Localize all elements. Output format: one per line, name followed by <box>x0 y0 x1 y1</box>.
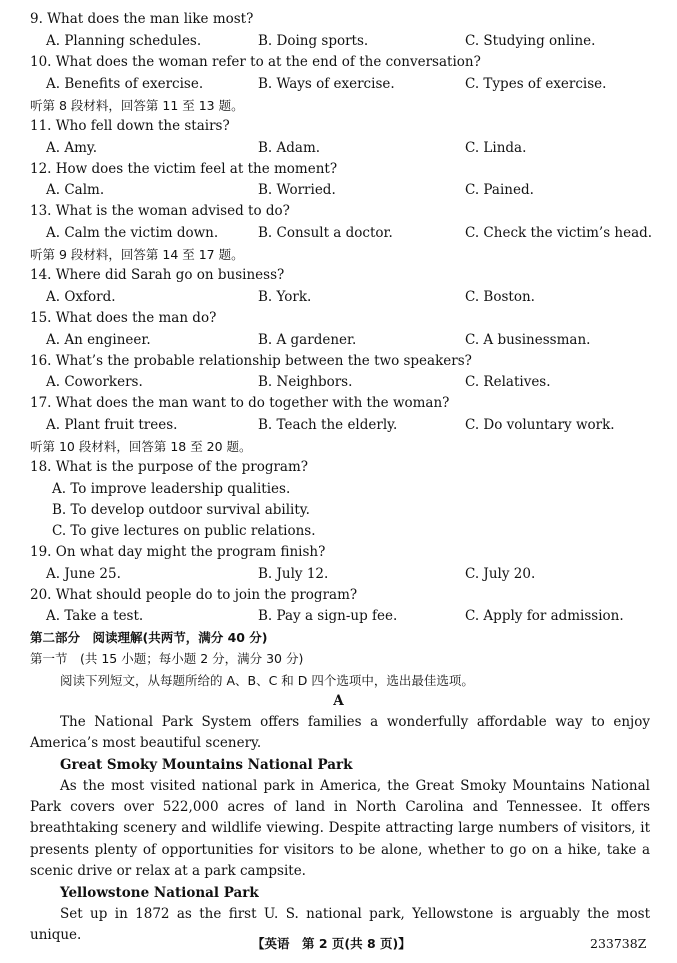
options-15 <box>46 330 656 351</box>
question-16: 16. What’s the probable relationship between the two speakers? <box>30 353 472 369</box>
instructions: 阅读下列短文，从每题所给的 A、B、C 和 D 四个选项中，选出最佳选项。 <box>60 673 474 688</box>
option-c: C. Relatives. <box>465 374 551 390</box>
option-b: B. To develop outdoor survival ability. <box>52 502 310 518</box>
options-16 <box>46 372 656 393</box>
option-a: A. Take a test. <box>46 608 144 624</box>
option-b: B. Consult a doctor. <box>258 225 393 241</box>
option-c: C. Linda. <box>465 140 527 156</box>
option-c: C. Pained. <box>465 182 534 198</box>
question-19: 19. On what day might the program finish? <box>30 544 326 560</box>
question-9: 9. What does the man like most? <box>30 11 254 27</box>
options-12 <box>46 180 656 201</box>
part-2-title: 第二部分 阅读理解(共两节，满分 40 分) <box>30 630 268 645</box>
park-1-text: As the most visited national park in America, the Great Smoky Mountains National Park covers over 522,000 acres of land in North Carolina and Tennessee. It offers breathtaking scenery and wildlife viewing. Despite attracting large numbers of visitors, it presents plenty of opportunities for visitors to be alone, whether to go on a hike, take a scenic drive or relax at a park campsite. <box>30 778 650 879</box>
option-c: C. Do voluntary work. <box>465 417 615 433</box>
option-c: C. Types of exercise. <box>465 76 607 92</box>
question-18: 18. What is the purpose of the program? <box>30 459 309 475</box>
option-c: C. To give lectures on public relations. <box>52 523 316 539</box>
passage-label: A <box>333 693 344 709</box>
options-10 <box>46 74 656 95</box>
option-b: B. Teach the elderly. <box>258 417 398 433</box>
option-b: B. A gardener. <box>258 332 357 348</box>
park-1-heading: Great Smoky Mountains National Park <box>60 757 353 773</box>
section-8-heading: 听第 8 段材料，回答第 11 至 13 题。 <box>30 98 244 113</box>
question-14: 14. Where did Sarah go on business? <box>30 267 285 283</box>
option-a: A. Amy. <box>46 140 98 156</box>
exam-code: 233738Z <box>590 936 647 951</box>
question-17: 17. What does the man want to do together with the woman? <box>30 395 450 411</box>
option-a: A. Calm the victim down. <box>46 225 219 241</box>
option-a: A. An engineer. <box>46 332 151 348</box>
passage-intro: The National Park System offers families a wonderfully affordable way to enjoy America’s most beautiful scenery. <box>30 714 650 752</box>
question-12: 12. How does the victim feel at the moment? <box>30 161 338 177</box>
option-c: C. July 20. <box>465 566 536 582</box>
option-b: B. York. <box>258 289 312 305</box>
options-19 <box>46 564 656 585</box>
option-a: A. Benefits of exercise. <box>46 76 204 92</box>
question-20: 20. What should people do to join the program? <box>30 587 358 603</box>
option-b: B. Doing sports. <box>258 33 369 49</box>
option-c: C. Apply for admission. <box>465 608 624 624</box>
option-c: C. Check the victim’s head. <box>465 225 653 241</box>
options-17 <box>46 415 656 436</box>
section-1-title: 第一节 (共 15 小题；每小题 2 分，满分 30 分) <box>30 651 304 666</box>
section-9-heading: 听第 9 段材料，回答第 14 至 17 题。 <box>30 247 244 262</box>
option-b: B. Pay a sign-up fee. <box>258 608 398 624</box>
option-b: B. Adam. <box>258 140 321 156</box>
option-c: C. Studying online. <box>465 33 596 49</box>
question-15: 15. What does the man do? <box>30 310 217 326</box>
option-b: B. Worried. <box>258 182 336 198</box>
question-10: 10. What does the woman refer to at the end of the conversation? <box>30 54 481 70</box>
options-9 <box>46 31 656 52</box>
park-2-text: Set up in 1872 as the first U. S. national park, Yellowstone is arguably the most unique. <box>30 906 650 944</box>
option-a: A. June 25. <box>46 566 121 582</box>
option-a: A. Calm. <box>46 182 105 198</box>
option-a: A. To improve leadership qualities. <box>52 481 291 497</box>
option-a: A. Planning schedules. <box>46 33 202 49</box>
park-2-heading: Yellowstone National Park <box>60 885 259 901</box>
option-c: C. A businessman. <box>465 332 591 348</box>
option-b: B. Neighbors. <box>258 374 353 390</box>
options-13 <box>46 223 656 244</box>
question-13: 13. What is the woman advised to do? <box>30 203 290 219</box>
option-b: B. Ways of exercise. <box>258 76 395 92</box>
page-footer: 【英语 第 2 页(共 8 页)】 <box>252 936 411 951</box>
option-b: B. July 12. <box>258 566 329 582</box>
option-c: C. Boston. <box>465 289 535 305</box>
section-10-heading: 听第 10 段材料，回答第 18 至 20 题。 <box>30 439 252 454</box>
options-11 <box>46 138 656 159</box>
option-a: A. Plant fruit trees. <box>46 417 178 433</box>
question-11: 11. Who fell down the stairs? <box>30 118 230 134</box>
option-a: A. Oxford. <box>46 289 116 305</box>
option-a: A. Coworkers. <box>46 374 143 390</box>
options-20 <box>46 606 656 627</box>
options-14 <box>46 287 656 308</box>
